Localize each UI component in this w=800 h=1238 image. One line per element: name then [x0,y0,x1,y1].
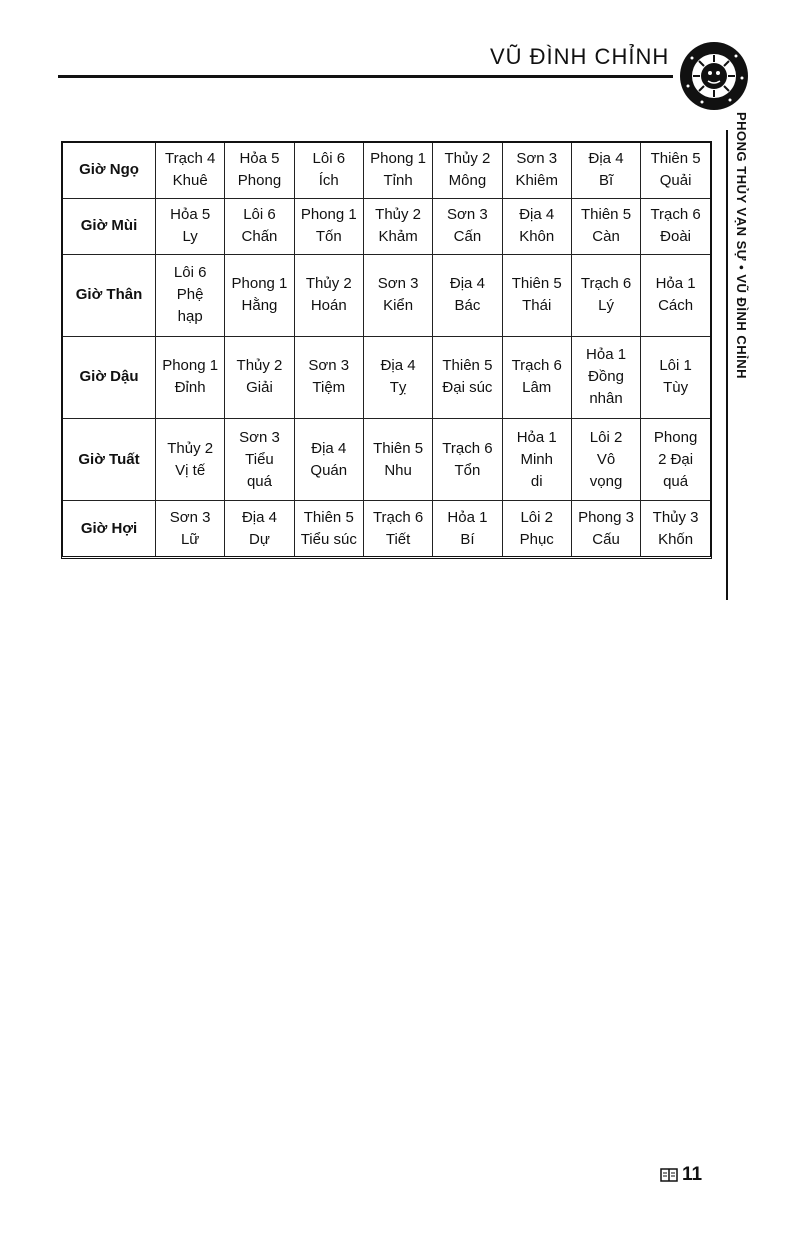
cell-text: Sơn 3 [169,508,211,526]
table-row [63,419,710,501]
hexagram-cell [225,254,294,336]
hexagram-cell [571,501,640,556]
hexagram-cell [225,336,294,418]
table-row [63,501,710,556]
cell-text: Cách [658,297,694,315]
hexagram-cell [294,198,363,254]
hexagram-cell [363,501,432,556]
hexagram-cell [294,501,363,556]
hexagram-cell [502,419,571,501]
cell-text: Sơn 3 [239,428,280,446]
hexagram-cell [641,198,710,254]
hexagram-cell [502,143,571,198]
cell-text: Tốn [315,228,342,246]
hour-table [63,143,710,556]
cell-text: Hỏa 1 [447,508,488,526]
cell-text: Minh [520,450,553,468]
cell-text: Phong [237,172,282,190]
cell-text: Địa 4 [588,150,624,168]
cell-text: Trạch 6 [580,275,632,293]
cell-text: Trạch 4 [165,150,216,168]
hexagram-cell [433,254,502,336]
cell-text: Thủy 3 [652,508,699,526]
cell-text: Tiểu [245,450,274,468]
cell-text: Hỏa 1 [586,346,627,364]
cell-text: Địa 4 [449,275,485,293]
hexagram-cell [641,501,710,556]
hour-label: Giờ Mùi [63,198,156,254]
cell-text: Lôi 2 [520,508,553,526]
cell-text: Sơn 3 [308,357,350,375]
cell-text: Thiên 5 [442,357,493,375]
cell-text: Hỏa 5 [170,206,211,224]
hexagram-cell [294,143,363,198]
hexagram-cell [641,254,710,336]
cell-text: Hỏa 5 [239,150,280,168]
cell-text: Chấn [241,228,278,246]
cell-text: Thủy 2 [167,439,214,457]
hexagram-cell [363,419,432,501]
hour-label: Giờ Dậu [63,336,156,418]
hexagram-cell [571,254,640,336]
cell-text: Mông [448,172,487,190]
hexagram-cell [502,198,571,254]
cell-text: nhân [589,390,623,408]
hexagram-cell [502,254,571,336]
cell-text: Càn [592,228,620,246]
page-footer [660,1164,702,1186]
cell-text: Dự [249,530,270,548]
cell-text: Tùy [663,379,689,397]
hexagram-cell [225,143,294,198]
hour-label: Giờ Hợi [63,501,156,556]
hexagram-cell [156,336,225,418]
cell-text: Trạch 6 [442,439,493,457]
cell-text: Thủy 2 [444,150,491,168]
cell-text: Sơn 3 [447,206,488,224]
hexagram-cell [433,336,502,418]
hexagram-cell [571,143,640,198]
hexagram-cell [156,419,225,501]
hour-label: Giờ Tuất [63,419,156,501]
hexagram-cell [225,419,294,501]
table-row [63,254,710,336]
cell-text: Lôi 1 [659,357,692,375]
hexagram-cell [363,336,432,418]
cell-text: Thủy 2 [375,206,422,224]
cell-text: Thiên 5 [650,150,701,168]
cell-text: Tiệm [312,379,346,397]
cell-text: Quải [659,172,692,190]
hexagram-cell [156,198,225,254]
hexagram-cell [363,143,432,198]
hexagram-cell [433,501,502,556]
cell-text: Quán [310,461,348,479]
cell-text: Lữ [180,530,200,548]
hexagram-cell [433,143,502,198]
cell-text: Khốn [658,530,694,548]
cell-text: Lý [598,297,614,315]
cell-text: Bí [460,530,475,548]
cell-text: Lôi 6 [243,206,276,224]
table-row [63,143,710,198]
cell-text: Hằng [241,297,278,315]
cell-text: Kiển [383,297,414,315]
cell-text: Vô [596,450,616,468]
cell-text: 2 Đại [658,450,694,468]
cell-text: Cấu [592,530,620,548]
hexagram-cell [433,419,502,501]
side-rule [726,130,728,600]
book-icon [660,1167,678,1183]
cell-text: Lâm [522,379,552,397]
cell-text: hạp [177,308,203,326]
cell-text: Địa 4 [241,508,277,526]
cell-text: Phệ [176,286,204,304]
cell-text: Nhu [384,461,412,479]
hour-hexagram-table [61,141,712,559]
hexagram-cell [641,419,710,501]
hexagram-cell [225,198,294,254]
header-rule [58,75,673,78]
cell-text: Hoán [310,297,347,315]
cell-text: Vị tế [175,461,206,479]
cell-text: quá [663,472,689,490]
cell-text: Thái [522,297,552,315]
cell-text: Phục [519,530,554,548]
hexagram-cell [156,143,225,198]
cell-text: Sơn 3 [377,275,419,293]
hexagram-cell [571,336,640,418]
cell-text: Bĩ [598,172,614,190]
table-row [63,336,710,418]
cell-text: Khuê [172,172,208,190]
cell-text: Thiên 5 [581,206,632,224]
cell-text: Sơn 3 [516,150,558,168]
cell-text: Địa 4 [380,357,416,375]
cell-text: Tổn [454,461,481,479]
hexagram-cell [294,419,363,501]
cell-text: Bác [454,297,481,315]
author-name: VŨ ĐÌNH CHỈNH [490,44,670,69]
cell-text: di [530,472,543,490]
cell-text: Lôi 2 [589,428,623,446]
cell-text: Đỉnh [174,379,206,397]
cell-text: Phong 1 [162,357,219,375]
cell-text: Thủy 2 [305,275,352,293]
cell-text: Thiên 5 [303,508,354,526]
cell-text: Ích [318,172,339,190]
cell-text: Phong [653,428,698,446]
cell-text: Tỵ [389,379,407,397]
cell-text: Trạch 6 [650,206,701,224]
cell-text: Đồng [588,368,624,386]
cell-text: Trạch 6 [372,508,424,526]
cell-text: Giải [246,379,273,397]
cell-text: Ly [182,228,198,246]
hexagram-cell [294,336,363,418]
cell-text: Phong 3 [578,508,634,526]
cell-text: Tiết [385,530,411,548]
cell-text: Địa 4 [519,206,555,224]
cell-text: Phong 1 [370,150,427,168]
hour-label: Giờ Thân [63,254,156,336]
cell-text: Hỏa 1 [655,275,696,293]
hexagram-cell [433,198,502,254]
cell-text: Thiên 5 [511,275,562,293]
hexagram-cell [156,254,225,336]
cell-text: Lôi 6 [312,150,346,168]
cell-text: Địa 4 [311,439,347,457]
cell-text: Khiêm [515,172,558,190]
cell-text: Tiểu súc [300,530,357,548]
cell-text: Thiên 5 [373,439,424,457]
cell-text: Thủy 2 [236,357,283,375]
hexagram-cell [156,501,225,556]
hexagram-cell [502,501,571,556]
sun-moon-emblem-icon [672,38,760,114]
hexagram-cell [225,501,294,556]
cell-text: Cấn [453,228,482,246]
hexagram-cell [363,198,432,254]
cell-text: Đoài [660,228,692,246]
side-caption: PHONG THỦY VẠN SỰ • VŨ ĐÌNH CHỈNH [734,112,749,380]
hour-label: Giờ Ngọ [63,143,156,198]
hexagram-cell [571,419,640,501]
cell-text: vọng [589,472,623,490]
cell-text: Phong 1 [300,206,357,224]
cell-text: quá [246,472,272,490]
cell-text: Hỏa 1 [516,428,557,446]
table-row [63,198,710,254]
cell-text: Khảm [378,228,418,246]
hexagram-cell [363,254,432,336]
cell-text: Phong 1 [231,275,288,293]
page-number: 11 [682,1164,703,1185]
hexagram-cell [571,198,640,254]
cell-text: Đại súc [442,379,493,397]
cell-text: Tỉnh [383,172,413,190]
cell-text: Trạch 6 [511,357,562,375]
cell-text: Khôn [519,228,555,246]
hexagram-cell [641,143,710,198]
hexagram-cell [502,336,571,418]
cell-text: Lôi 6 [173,264,207,282]
hexagram-cell [294,254,363,336]
hexagram-cell [641,336,710,418]
